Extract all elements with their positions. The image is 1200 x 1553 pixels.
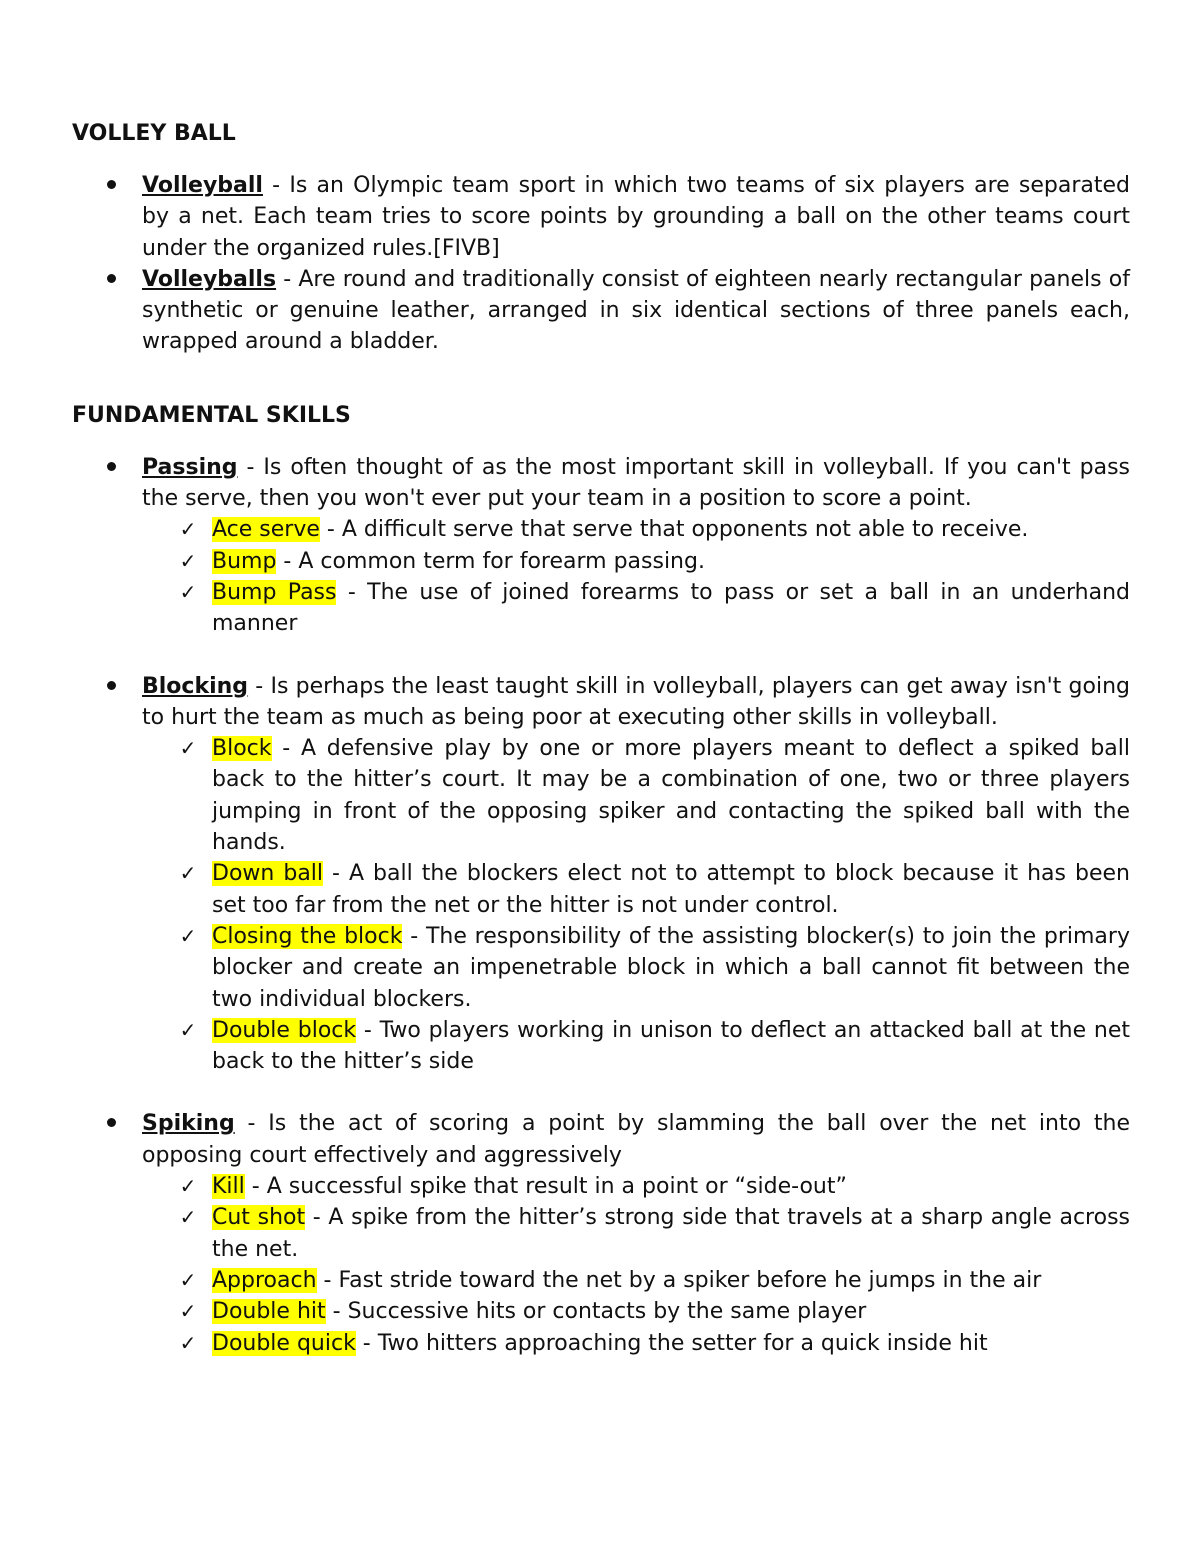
checkmark-icon: ✓: [179, 1299, 197, 1324]
highlighted-term: Double hit: [212, 1299, 326, 1325]
term: Spiking: [142, 1111, 235, 1137]
highlighted-term: Cut shot: [212, 1205, 306, 1231]
definition: - The use of joined forearms to pass or set a ball in an underhand manner: [212, 579, 1130, 637]
checkmark-icon: ✓: [179, 1330, 197, 1355]
term: Blocking: [142, 673, 249, 699]
checkmark-icon: ✓: [179, 517, 197, 542]
list-item: [72, 577, 1130, 640]
definition: - Is often thought of as the most important skill in volleyball. If you can't pass the serve, then you won't ever put your team in a position to score a point.: [142, 454, 1130, 512]
checkmark-icon: ✓: [179, 1017, 197, 1042]
list-item: [72, 1202, 1130, 1265]
spacer: [72, 1077, 1130, 1108]
checkmark-icon: ✓: [179, 579, 197, 604]
definition: - Is an Olympic team sport in which two teams of six players are separated by a net. Each team tries to score points by grounding a ball on the other teams court under the organized rules.[FIVB]: [142, 173, 1130, 261]
list-item: [72, 858, 1130, 921]
section-heading-skills: FUNDAMENTAL SKILLS: [72, 402, 351, 428]
list-item: [72, 1265, 1130, 1296]
checkmark-icon: ✓: [179, 548, 197, 573]
bullet-icon: [107, 180, 116, 189]
intro-item-volleyballs: [72, 264, 1130, 358]
definition: - Two hitters approaching the setter for a quick inside hit: [355, 1330, 988, 1356]
passing-terms: [142, 514, 1130, 639]
definition: - A difficult serve that serve that opponents not able to receive.: [319, 517, 1029, 543]
highlighted-term: Double quick: [212, 1330, 356, 1356]
definition: - Is perhaps the least taught skill in volleyball, players can get away isn't going to hurt the team as much as being poor at executing other skills in volleyball.: [142, 673, 1130, 730]
highlighted-term: Bump Pass: [212, 579, 337, 605]
checkmark-icon: ✓: [179, 1267, 197, 1292]
definition: - A common term for forearm passing.: [276, 548, 705, 574]
bullet-icon: [107, 1118, 116, 1127]
blocking-terms: [142, 733, 1130, 1077]
highlighted-term: Closing the block: [212, 923, 403, 949]
skills-list: [72, 1108, 1130, 1358]
list-item: [72, 1171, 1130, 1202]
definition: - A spike from the hitter’s strong side that travels at a sharp angle across the net.: [212, 1205, 1131, 1262]
spacer: [72, 640, 1130, 671]
definition: - Successive hits or contacts by the same player: [325, 1299, 867, 1325]
bullet-icon: [107, 274, 116, 283]
page-title: VOLLEY BALL: [72, 121, 236, 146]
definition: - A defensive play by one or more players meant to deflect a spiked ball back to the hitter’s court. It may be a combination of one, two or three players jumping in front of the opposing spiker and contacting the spiked ball with the hands.: [212, 736, 1130, 856]
checkmark-icon: ✓: [179, 736, 197, 761]
highlighted-term: Kill: [212, 1174, 245, 1200]
skill-passing: [72, 452, 1130, 640]
skill-spiking: [72, 1108, 1130, 1358]
list-item: [72, 1296, 1130, 1327]
highlighted-term: Bump: [212, 548, 277, 574]
skill-blocking: [72, 671, 1130, 1078]
skills-list: [72, 671, 1130, 1078]
definition: - Fast stride toward the net by a spiker before he jumps in the air: [316, 1267, 1042, 1293]
list-item: [72, 921, 1130, 1015]
list-item: [72, 1015, 1130, 1078]
checkmark-icon: ✓: [179, 861, 197, 886]
definition: - The responsibility of the assisting blocker(s) to join the primary blocker and create an impenetrable block in which a ball cannot fit between the two individual blockers.: [212, 923, 1130, 1012]
definition: - Is the act of scoring a point by slamming the ball over the net into the opposing court effectively and aggressively: [142, 1111, 1130, 1168]
document-page: [72, 118, 1130, 1359]
highlighted-term: Block: [212, 736, 272, 762]
skills-list: [72, 452, 1130, 640]
definition: - A successful spike that result in a point or “side-out”: [244, 1174, 847, 1200]
highlighted-term: Approach: [212, 1267, 317, 1293]
definition: - A ball the blockers elect not to attempt to block because it has been set too far from the net or the hitter is not under control.: [212, 861, 1130, 918]
highlighted-term: Down ball: [212, 861, 324, 887]
list-item: [72, 1328, 1130, 1359]
intro-list: [72, 170, 1130, 358]
checkmark-icon: ✓: [179, 1174, 197, 1199]
definition: - Two players working in unison to deflect an attacked ball at the net back to the hitter’s side: [212, 1017, 1130, 1075]
definition: - Are round and traditionally consist of eighteen nearly rectangular panels of synthetic or genuine leather, arranged in six identical sections of three panels each, wrapped around a bladder.: [142, 266, 1130, 355]
bullet-icon: [107, 462, 116, 471]
term: Passing: [142, 454, 238, 480]
term: Volleyball: [142, 173, 263, 198]
term: Volleyballs: [142, 266, 277, 292]
checkmark-icon: ✓: [179, 1205, 197, 1230]
checkmark-icon: ✓: [179, 923, 197, 948]
list-item: [72, 733, 1130, 858]
bullet-icon: [107, 681, 116, 690]
spiking-terms: [142, 1171, 1130, 1359]
intro-item-volleyball: [72, 170, 1130, 264]
highlighted-term: Double block: [212, 1017, 357, 1043]
list-item: [72, 546, 1130, 577]
highlighted-term: Ace serve: [212, 517, 320, 543]
list-item: [72, 514, 1130, 545]
